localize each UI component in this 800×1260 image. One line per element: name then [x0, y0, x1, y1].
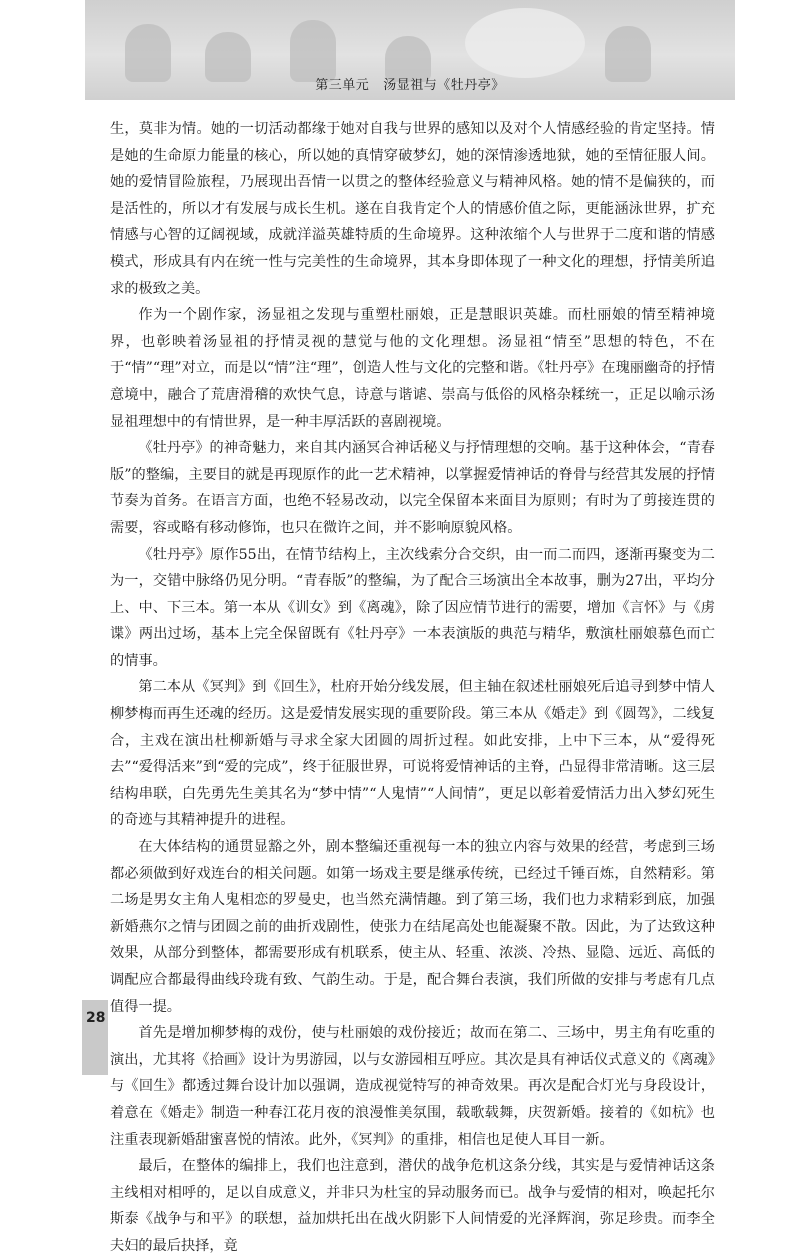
- paragraph: 作为一个剧作家，汤显祖之发现与重塑杜丽娘，正是慧眼识英雄。而杜丽娘的情至精神境界，也彰映着汤显祖的抒情灵视的慧觉与他的文化理想。汤显祖“情至”思想的特色，不在于“情”“理”对立，而是以“情”注“理”，创造人性与文化的完整和谐。《牡丹亭》在瑰丽幽奇的抒情意境中，融合了荒唐滑稽的欢快气息，诗意与谐谑、崇高与低俗的风格杂糅统一，正足以喻示汤显祖理想中的有情世界，是一种丰厚活跃的喜剧视境。: [110, 307, 715, 430]
- paragraph: 生，莫非为情。她的一切活动都缘于她对自我与世界的感知以及对个人情感经验的肯定坚持。情是她的生命原力能量的核心，所以她的真情穿破梦幻，她的深情渗透地狱，她的至情征服人间。她的爱情冒险旅程，乃展现出吾情一以贯之的整体经验意义与精神风格。她的情不是偏狭的，而是活性的，所以才有发展与成长生机。遂在自我肯定个人的情感价值之际，更能涵泳世界，扩充情感与心智的辽阔视域，成就洋溢英雄特质的生命境界。这种浓缩个人与世界于二度和谐的情感模式，形成具有内在统一性与完美性的生命境界，其本身即体现了一种文化的理想，抒情美所追求的极致之美。: [110, 121, 715, 297]
- chapter-title: 汤显祖与《牡丹亭》: [383, 78, 505, 93]
- banner-decoration: [465, 8, 585, 78]
- page-number: 28: [86, 1010, 106, 1026]
- running-header: [85, 72, 735, 100]
- body-text: [110, 116, 715, 1260]
- paragraph: 最后，在整体的编排上，我们也注意到，潜伏的战争危机这条分线，其实是与爱情神话这条主线相对相呼的，足以自成意义，并非只为杜宝的异动服务而已。战争与爱情的相对，唤起托尔斯泰《战争与和平》的联想，益加烘托出在战火阴影下人间情爱的光泽辉润，弥足珍贵。而李全夫妇的最后抉择，竟: [110, 1158, 715, 1254]
- paragraph: 《牡丹亭》的神奇魅力，来自其内涵冥合神话秘义与抒情理想的交响。基于这种体会，“青春版”的整编，主要目的就是再现原作的此一艺术精神，以掌握爱情神话的脊骨与经营其发展的抒情节奏为首务。在语言方面，也绝不轻易改动，以完全保留本来面目为原则；有时为了剪接连贯的需要，容或略有移动修饰，也只在微许之间，并不影响原貌风格。: [110, 440, 715, 536]
- unit-label: 第三单元: [315, 78, 370, 93]
- paragraph: 《牡丹亭》原作55出，在情节结构上，主次线索分合交织，由一而二而四，逐渐再聚变为二为一，交错中脉络仍见分明。“青春版”的整编，为了配合三场演出全本故事，删为27出，平均分上、中、下三本。第一本从《训女》到《离魂》，除了因应情节进行的需要，增加《言怀》与《虏谍》两出过场，基本上完全保留既有《牡丹亭》一本表演版的典范与精华，敷演杜丽娘慕色而亡的情事。: [110, 546, 715, 669]
- paragraph: 在大体结构的通贯显豁之外，剧本整编还重视每一本的独立内容与效果的经营，考虑到三场都必须做到好戏连台的相关问题。如第一场戏主要是继承传统，已经过千锤百炼，自然精彩。第二场是男女主角人鬼相恋的罗曼史，也当然充满情趣。到了第三场，我们也力求精彩到底，加强新婚燕尔之情与团圆之前的曲折戏剧性，使张力在结尾高处也能凝聚不散。因此，为了达致这种效果，从部分到整体，都需要形成有机联系，使主从、轻重、浓淡、冷热、显隐、远近、高低的调配应合都最得曲线玲珑有致、气韵生动。于是，配合舞台表演，我们所做的安排与考虑有几点值得一提。: [110, 839, 715, 1015]
- paragraph: 首先是增加柳梦梅的戏份，使与杜丽娘的戏份接近；故而在第二、三场中，男主角有吃重的演出，尤其将《拾画》设计为男游园，以与女游园相互呼应。其次是具有神话仪式意义的《离魂》与《回生》都透过舞台设计加以强调，造成视觉特写的神奇效果。再次是配合灯光与身段设计，着意在《婚走》制造一种春江花月夜的浪漫惟美氛围，载歌载舞，庆贺新婚。接着的《如杭》也注重表现新婚甜蜜喜悦的情浓。此外，《冥判》的重排，相信也足使人耳目一新。: [110, 1025, 715, 1148]
- paragraph: 第二本从《冥判》到《回生》，杜府开始分线发展，但主轴在叙述杜丽娘死后追寻到梦中情人柳梦梅而再生还魂的经历。这是爱情发展实现的重要阶段。第三本从《婚走》到《圆驾》，二线复合，主戏在演出杜柳新婚与寻求全家大团圆的周折过程。如此安排，上中下三本，从“爱得死去”“爱得活来”到“爱的完成”，终于征服世界，可说将爱情神话的主脊，凸显得非常清晰。这三层结构串联，白先勇先生美其名为“梦中情”“人鬼情”“人间情”，更足以彰着爱情活力出入梦幻死生的奇迹与其精神提升的进程。: [110, 679, 715, 829]
